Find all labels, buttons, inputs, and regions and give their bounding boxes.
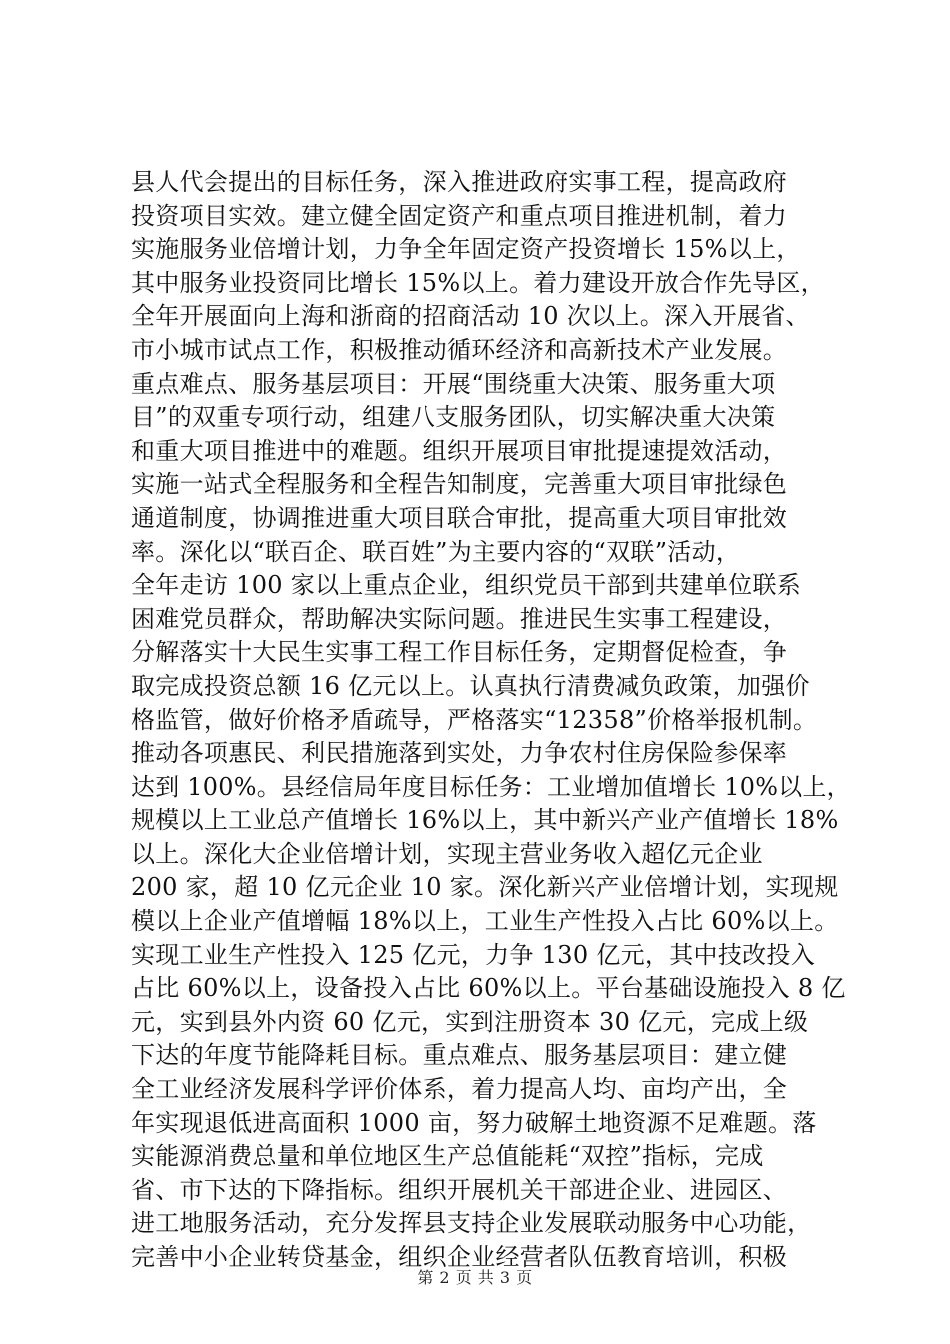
text-line: 和重大项目推进中的难题。组织开展项目审批提速提效活动， [131, 436, 788, 465]
text-line: 进工地服务活动，充分发挥县支持企业发展联动服务中心功能， [131, 1209, 812, 1238]
text-line: 推动各项惠民、利民措施落到实处，力争农村住房保险参保率 [131, 739, 788, 768]
text-line: 市小城市试点工作，积极推动循环经济和高新技术产业发展。 [131, 335, 788, 364]
text-line: 全年走访 100 家以上重点企业，组织党员干部到共建单位联系 [131, 571, 802, 600]
text-line: 省、市下达的下降指标。组织开展机关干部进企业、进园区、 [131, 1175, 788, 1204]
text-line: 年实现退低进高面积 1000 亩，努力破解土地资源不足难题。落 [131, 1108, 817, 1137]
text-line: 模以上企业产值增幅 18%以上，工业生产性投入占比 60%以上。 [131, 907, 839, 936]
text-line: 通道制度，协调推进重大项目联合审批，提高重大项目审批效 [131, 503, 788, 532]
text-line: 格监管，做好价格矛盾疏导，严格落实“12358”价格举报机制。 [131, 705, 818, 734]
body-text [131, 166, 851, 1275]
text-line: 目”的双重专项行动，组建八支服务团队，切实解决重大决策 [131, 403, 776, 432]
text-line: 200 家，超 10 亿元企业 10 家。深化新兴产业倍增计划，实现规 [131, 873, 839, 902]
text-line: 县人代会提出的目标任务，深入推进政府实事工程，提高政府 [131, 168, 788, 196]
text-line: 以上。深化大企业倍增计划，实现主营业务收入超亿元企业 [131, 839, 763, 868]
text-line: 全工业经济发展科学评价体系，着力提高人均、亩均产出，全 [131, 1075, 788, 1104]
text-line: 其中服务业投资同比增长 15%以上。着力建设开放合作先导区， [131, 268, 825, 297]
text-line: 下达的年度节能降耗目标。重点难点、服务基层项目：建立健 [131, 1041, 788, 1070]
text-line: 率。深化以“联百企、联百姓”为主要内容的“双联”活动， [131, 537, 741, 566]
text-line: 实能源消费总量和单位地区生产总值能耗“双控”指标，完成 [131, 1142, 764, 1171]
text-line: 实现工业生产性投入 125 亿元，力争 130 亿元，其中技改投入 [131, 940, 816, 969]
text-line: 元，实到县外内资 60 亿元，实到注册资本 30 亿元，完成上级 [131, 1007, 809, 1036]
text-line: 分解落实十大民生实事工程工作目标任务，定期督促检查，争 [131, 638, 788, 667]
text-line: 投资项目实效。建立健全固定资产和重点项目推进机制，着力 [131, 201, 788, 230]
text-line: 占比 60%以上，设备投入占比 60%以上。平台基础设施投入 8 亿 [131, 974, 846, 1003]
text-line: 达到 100%。县经信局年度目标任务：工业增加值增长 10%以上， [131, 772, 851, 801]
text-line: 完善中小企业转贷基金，组织企业经营者队伍教育培训，积极 [131, 1243, 788, 1271]
text-line: 重点难点、服务基层项目：开展“围绕重大决策、服务重大项 [131, 369, 776, 398]
text-line: 全年开展面向上海和浙商的招商活动 10 次以上。深入开展省、 [131, 302, 810, 331]
text-line: 实施服务业倍增计划，力争全年固定资产投资增长 15%以上， [131, 235, 801, 264]
text-line: 规模以上工业总产值增长 16%以上，其中新兴产业产值增长 18% [131, 806, 839, 835]
text-line: 实施一站式全程服务和全程告知制度，完善重大项目审批绿色 [131, 470, 788, 499]
text-line: 困难党员群众，帮助解决实际问题。推进民生实事工程建设， [131, 604, 788, 633]
text-line: 取完成投资总额 16 亿元以上。认真执行清费减负政策，加强价 [131, 671, 810, 700]
page-footer: 第 2 页 共 3 页 [417, 1268, 533, 1287]
